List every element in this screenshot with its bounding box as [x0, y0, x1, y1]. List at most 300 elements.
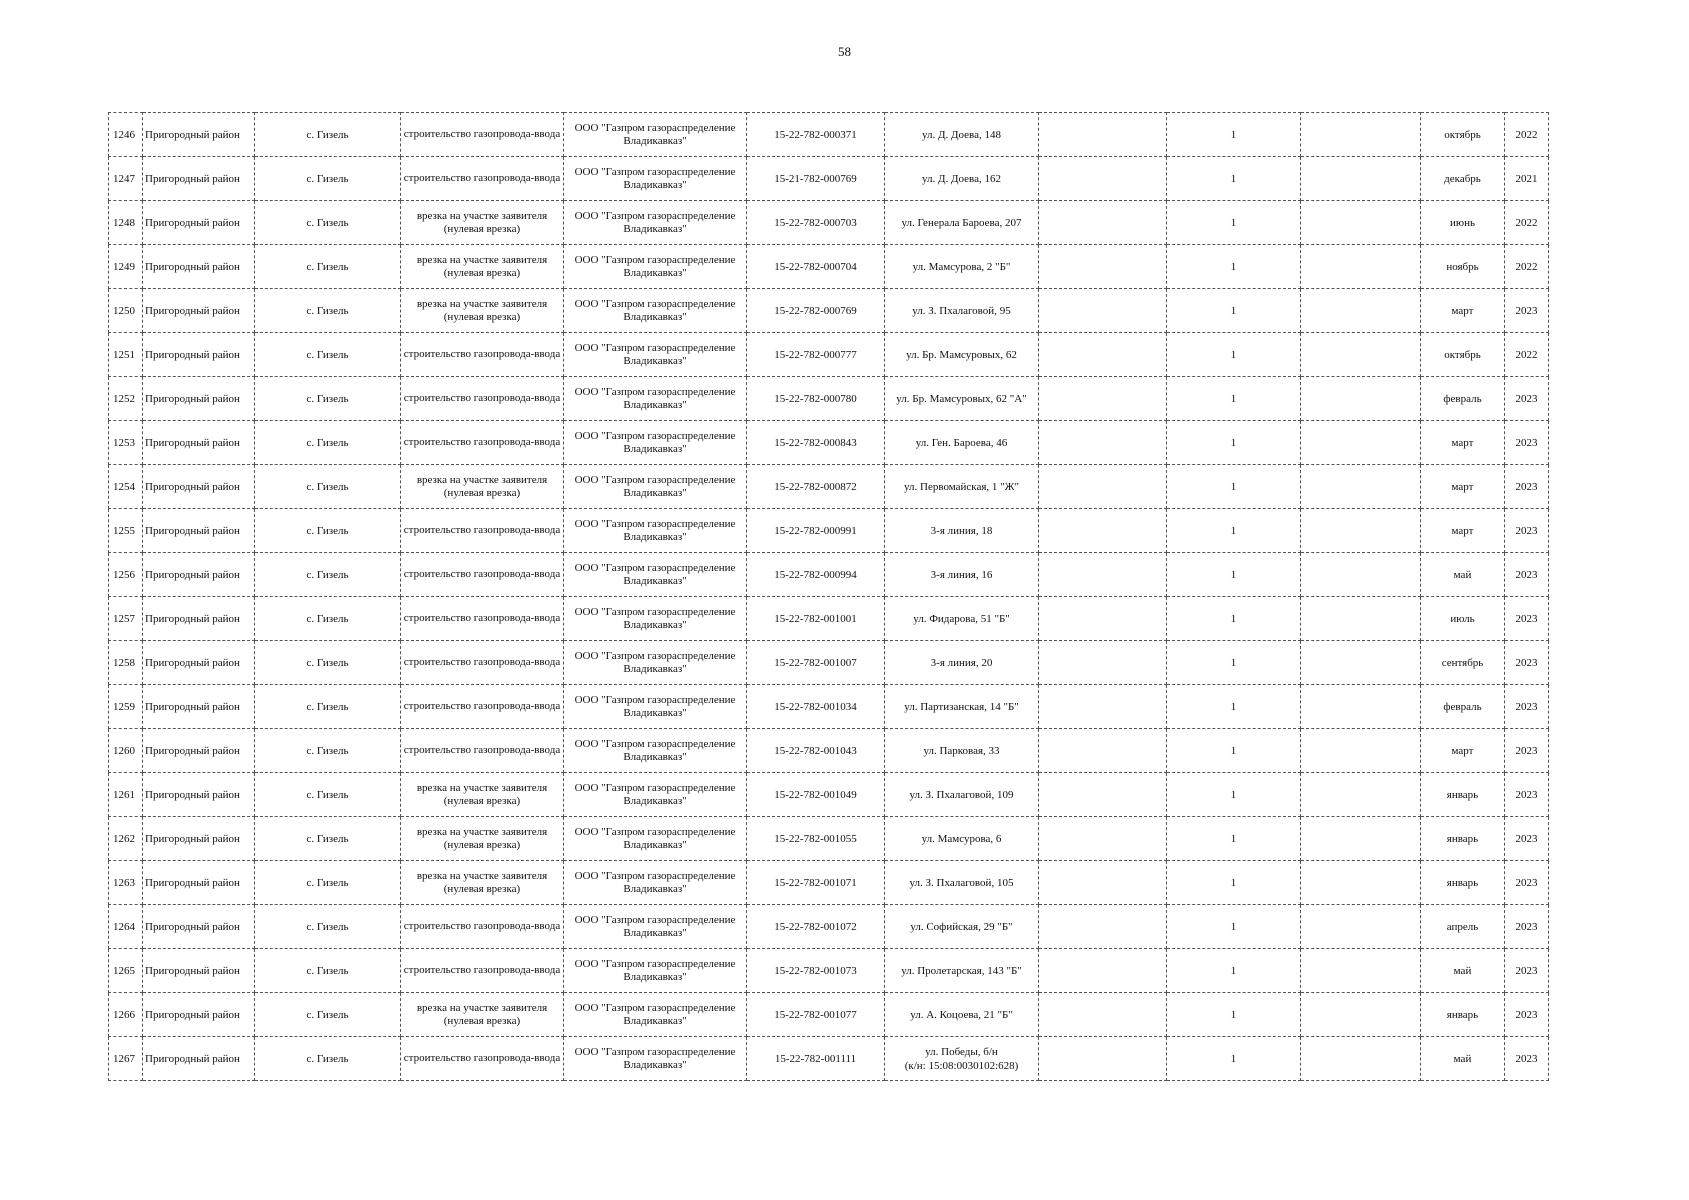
district-cell: Пригородный район: [143, 245, 255, 289]
month-cell: февраль: [1421, 685, 1505, 729]
month-cell: январь: [1421, 993, 1505, 1037]
locality-cell: с. Гизель: [255, 421, 401, 465]
address-line: ул. З. Пхалаговой, 105: [909, 876, 1014, 889]
address-line: ул. Д. Доева, 162: [922, 172, 1001, 185]
address-cell: [885, 201, 1039, 245]
work-type-cell: строительство газопровода-ввода: [401, 113, 564, 157]
empty-cell: [1301, 949, 1421, 993]
document-number-cell: 15-22-782-001077: [747, 993, 885, 1037]
work-type-cell: строительство газопровода-ввода: [401, 597, 564, 641]
address-cell: [885, 113, 1039, 157]
address-line: ул. Пролетарская, 143 "Б": [901, 964, 1022, 977]
district-cell: Пригородный район: [143, 465, 255, 509]
row-number: 1258: [109, 641, 143, 685]
year-cell: 2023: [1505, 861, 1549, 905]
empty-cell: [1039, 289, 1167, 333]
address-line: ул. Первомайская, 1 "Ж": [904, 480, 1019, 493]
empty-cell: [1301, 157, 1421, 201]
work-type-cell: врезка на участке заявителя (нулевая врезка): [401, 245, 564, 289]
district-cell: Пригородный район: [143, 773, 255, 817]
locality-cell: с. Гизель: [255, 729, 401, 773]
address-line: ул. Фидарова, 51 "Б": [913, 612, 1010, 625]
address-line: ул. Бр. Мамсуровых, 62: [906, 348, 1017, 361]
row-number: 1255: [109, 509, 143, 553]
quantity-cell: 1: [1167, 685, 1301, 729]
empty-cell: [1039, 949, 1167, 993]
work-type-cell: строительство газопровода-ввода: [401, 905, 564, 949]
empty-cell: [1039, 773, 1167, 817]
address-line: ул. Д. Доева, 148: [922, 128, 1001, 141]
year-cell: 2022: [1505, 333, 1549, 377]
row-number: 1248: [109, 201, 143, 245]
empty-cell: [1301, 993, 1421, 1037]
locality-cell: с. Гизель: [255, 773, 401, 817]
work-type-cell: врезка на участке заявителя (нулевая врезка): [401, 861, 564, 905]
work-type-cell: врезка на участке заявителя (нулевая врезка): [401, 817, 564, 861]
empty-cell: [1039, 641, 1167, 685]
empty-cell: [1039, 1037, 1167, 1081]
month-cell: май: [1421, 949, 1505, 993]
empty-cell: [1301, 553, 1421, 597]
organization-cell: ООО "Газпром газораспределение Владикавказ": [564, 729, 747, 773]
address-cell: [885, 289, 1039, 333]
table-row: [109, 1037, 1549, 1081]
year-cell: 2021: [1505, 157, 1549, 201]
locality-cell: с. Гизель: [255, 949, 401, 993]
district-cell: Пригородный район: [143, 905, 255, 949]
registry-table: [108, 112, 1549, 1081]
district-cell: Пригородный район: [143, 333, 255, 377]
locality-cell: с. Гизель: [255, 333, 401, 377]
document-number-cell: 15-22-782-001073: [747, 949, 885, 993]
month-cell: июль: [1421, 597, 1505, 641]
document-number-cell: 15-22-782-000872: [747, 465, 885, 509]
organization-cell: ООО "Газпром газораспределение Владикавказ": [564, 553, 747, 597]
empty-cell: [1039, 421, 1167, 465]
address-cell: [885, 861, 1039, 905]
month-cell: июнь: [1421, 201, 1505, 245]
organization-cell: ООО "Газпром газораспределение Владикавказ": [564, 289, 747, 333]
month-cell: март: [1421, 509, 1505, 553]
quantity-cell: 1: [1167, 333, 1301, 377]
locality-cell: с. Гизель: [255, 289, 401, 333]
quantity-cell: 1: [1167, 861, 1301, 905]
work-type-cell: строительство газопровода-ввода: [401, 377, 564, 421]
empty-cell: [1301, 421, 1421, 465]
row-number: 1262: [109, 817, 143, 861]
empty-cell: [1301, 333, 1421, 377]
locality-cell: с. Гизель: [255, 905, 401, 949]
empty-cell: [1039, 377, 1167, 421]
document-number-cell: 15-22-782-001001: [747, 597, 885, 641]
row-number: 1251: [109, 333, 143, 377]
year-cell: 2023: [1505, 949, 1549, 993]
table-row: [109, 377, 1549, 421]
address-cell: [885, 553, 1039, 597]
row-number: 1264: [109, 905, 143, 949]
address-line: ул. З. Пхалаговой, 109: [909, 788, 1014, 801]
row-number: 1254: [109, 465, 143, 509]
work-type-cell: врезка на участке заявителя (нулевая врезка): [401, 201, 564, 245]
year-cell: 2023: [1505, 553, 1549, 597]
address-line: 3-я линия, 20: [930, 656, 993, 669]
district-cell: Пригородный район: [143, 421, 255, 465]
year-cell: 2023: [1505, 817, 1549, 861]
table-row: [109, 993, 1549, 1037]
district-cell: Пригородный район: [143, 949, 255, 993]
address-line: ул. А. Коцоева, 21 "Б": [910, 1008, 1013, 1021]
organization-cell: ООО "Газпром газораспределение Владикавказ": [564, 685, 747, 729]
row-number: 1261: [109, 773, 143, 817]
table-row: [109, 773, 1549, 817]
row-number: 1267: [109, 1037, 143, 1081]
month-cell: ноябрь: [1421, 245, 1505, 289]
empty-cell: [1301, 685, 1421, 729]
table-row: [109, 641, 1549, 685]
quantity-cell: 1: [1167, 113, 1301, 157]
table-row: [109, 861, 1549, 905]
row-number: 1259: [109, 685, 143, 729]
year-cell: 2023: [1505, 289, 1549, 333]
empty-cell: [1301, 245, 1421, 289]
organization-cell: ООО "Газпром газораспределение Владикавказ": [564, 421, 747, 465]
month-cell: январь: [1421, 817, 1505, 861]
address-cell: [885, 993, 1039, 1037]
year-cell: 2023: [1505, 377, 1549, 421]
row-number: 1257: [109, 597, 143, 641]
empty-cell: [1301, 465, 1421, 509]
district-cell: Пригородный район: [143, 113, 255, 157]
month-cell: март: [1421, 289, 1505, 333]
empty-cell: [1039, 113, 1167, 157]
table-row: [109, 905, 1549, 949]
district-cell: Пригородный район: [143, 1037, 255, 1081]
row-number: 1263: [109, 861, 143, 905]
table-row: [109, 421, 1549, 465]
address-cell: [885, 465, 1039, 509]
address-cell: [885, 421, 1039, 465]
quantity-cell: 1: [1167, 817, 1301, 861]
document-number-cell: 15-22-782-001071: [747, 861, 885, 905]
month-cell: май: [1421, 1037, 1505, 1081]
document-number-cell: 15-22-782-000780: [747, 377, 885, 421]
year-cell: 2022: [1505, 201, 1549, 245]
table-row: [109, 949, 1549, 993]
organization-cell: ООО "Газпром газораспределение Владикавказ": [564, 817, 747, 861]
document-number-cell: 15-22-782-001043: [747, 729, 885, 773]
month-cell: май: [1421, 553, 1505, 597]
year-cell: 2023: [1505, 597, 1549, 641]
row-number: 1249: [109, 245, 143, 289]
address-cell: [885, 685, 1039, 729]
quantity-cell: 1: [1167, 157, 1301, 201]
district-cell: Пригородный район: [143, 201, 255, 245]
empty-cell: [1039, 201, 1167, 245]
table-row: [109, 597, 1549, 641]
district-cell: Пригородный район: [143, 817, 255, 861]
organization-cell: ООО "Газпром газораспределение Владикавказ": [564, 993, 747, 1037]
work-type-cell: строительство газопровода-ввода: [401, 949, 564, 993]
year-cell: 2023: [1505, 509, 1549, 553]
empty-cell: [1301, 729, 1421, 773]
document-number-cell: 15-22-782-000994: [747, 553, 885, 597]
row-number: 1246: [109, 113, 143, 157]
address-cell: [885, 641, 1039, 685]
document-number-cell: 15-22-782-000991: [747, 509, 885, 553]
document-number-cell: 15-22-782-000777: [747, 333, 885, 377]
work-type-cell: строительство газопровода-ввода: [401, 729, 564, 773]
organization-cell: ООО "Газпром газораспределение Владикавказ": [564, 465, 747, 509]
month-cell: сентябрь: [1421, 641, 1505, 685]
work-type-cell: строительство газопровода-ввода: [401, 421, 564, 465]
month-cell: январь: [1421, 861, 1505, 905]
quantity-cell: 1: [1167, 377, 1301, 421]
document-number-cell: 15-22-782-001034: [747, 685, 885, 729]
work-type-cell: строительство газопровода-ввода: [401, 157, 564, 201]
empty-cell: [1301, 1037, 1421, 1081]
quantity-cell: 1: [1167, 289, 1301, 333]
year-cell: 2023: [1505, 421, 1549, 465]
locality-cell: с. Гизель: [255, 993, 401, 1037]
organization-cell: ООО "Газпром газораспределение Владикавказ": [564, 113, 747, 157]
empty-cell: [1039, 333, 1167, 377]
work-type-cell: строительство газопровода-ввода: [401, 553, 564, 597]
registry-body: [109, 113, 1549, 1081]
table-row: [109, 333, 1549, 377]
row-number: 1256: [109, 553, 143, 597]
organization-cell: ООО "Газпром газораспределение Владикавказ": [564, 949, 747, 993]
empty-cell: [1301, 641, 1421, 685]
empty-cell: [1039, 245, 1167, 289]
organization-cell: ООО "Газпром газораспределение Владикавказ": [564, 509, 747, 553]
locality-cell: с. Гизель: [255, 861, 401, 905]
month-cell: март: [1421, 729, 1505, 773]
address-cell: [885, 729, 1039, 773]
organization-cell: ООО "Газпром газораспределение Владикавказ": [564, 905, 747, 949]
empty-cell: [1039, 509, 1167, 553]
organization-cell: ООО "Газпром газораспределение Владикавказ": [564, 597, 747, 641]
quantity-cell: 1: [1167, 201, 1301, 245]
table-row: [109, 245, 1549, 289]
quantity-cell: 1: [1167, 553, 1301, 597]
empty-cell: [1301, 773, 1421, 817]
address-line: ул. Мамсурова, 2 "Б": [912, 260, 1011, 273]
year-cell: 2023: [1505, 773, 1549, 817]
month-cell: октябрь: [1421, 113, 1505, 157]
district-cell: Пригородный район: [143, 729, 255, 773]
table-row: [109, 509, 1549, 553]
row-number: 1265: [109, 949, 143, 993]
table-row: [109, 465, 1549, 509]
document-number-cell: 15-22-782-000704: [747, 245, 885, 289]
address-line: ул. З. Пхалаговой, 95: [912, 304, 1011, 317]
quantity-cell: 1: [1167, 905, 1301, 949]
document-number-cell: 15-22-782-001111: [747, 1037, 885, 1081]
address-cell: [885, 509, 1039, 553]
locality-cell: с. Гизель: [255, 201, 401, 245]
quantity-cell: 1: [1167, 641, 1301, 685]
quantity-cell: 1: [1167, 949, 1301, 993]
district-cell: Пригородный район: [143, 993, 255, 1037]
locality-cell: с. Гизель: [255, 377, 401, 421]
month-cell: март: [1421, 465, 1505, 509]
work-type-cell: строительство газопровода-ввода: [401, 685, 564, 729]
address-line: ул. Генерала Бароева, 207: [901, 216, 1022, 229]
quantity-cell: 1: [1167, 773, 1301, 817]
quantity-cell: 1: [1167, 245, 1301, 289]
month-cell: октябрь: [1421, 333, 1505, 377]
address-line: ул. Софийская, 29 "Б": [910, 920, 1013, 933]
work-type-cell: врезка на участке заявителя (нулевая врезка): [401, 773, 564, 817]
year-cell: 2022: [1505, 113, 1549, 157]
district-cell: Пригородный район: [143, 685, 255, 729]
quantity-cell: 1: [1167, 1037, 1301, 1081]
month-cell: март: [1421, 421, 1505, 465]
address-cell: [885, 949, 1039, 993]
locality-cell: с. Гизель: [255, 465, 401, 509]
empty-cell: [1039, 597, 1167, 641]
address-line: ул. Парковая, 33: [923, 744, 1000, 757]
work-type-cell: строительство газопровода-ввода: [401, 333, 564, 377]
year-cell: 2022: [1505, 245, 1549, 289]
district-cell: Пригородный район: [143, 597, 255, 641]
quantity-cell: 1: [1167, 421, 1301, 465]
address-cell: [885, 245, 1039, 289]
address-line: ул. Партизанская, 14 "Б": [904, 700, 1019, 713]
address-line: 3-я линия, 16: [930, 568, 993, 581]
cadastral-number: (к/н: 15:08:0030102:628): [904, 1059, 1019, 1072]
row-number: 1252: [109, 377, 143, 421]
address-line: 3-я линия, 18: [930, 524, 993, 537]
empty-cell: [1301, 861, 1421, 905]
address-line: ул. Бр. Мамсуровых, 62 "А": [896, 392, 1027, 405]
address-cell: [885, 905, 1039, 949]
locality-cell: с. Гизель: [255, 509, 401, 553]
document-number-cell: 15-22-782-001007: [747, 641, 885, 685]
organization-cell: ООО "Газпром газораспределение Владикавказ": [564, 641, 747, 685]
year-cell: 2023: [1505, 729, 1549, 773]
document-number-cell: 15-22-782-000843: [747, 421, 885, 465]
quantity-cell: 1: [1167, 509, 1301, 553]
year-cell: 2023: [1505, 1037, 1549, 1081]
row-number: 1247: [109, 157, 143, 201]
month-cell: февраль: [1421, 377, 1505, 421]
work-type-cell: строительство газопровода-ввода: [401, 1037, 564, 1081]
organization-cell: ООО "Газпром газораспределение Владикавказ": [564, 861, 747, 905]
address-cell: [885, 377, 1039, 421]
locality-cell: с. Гизель: [255, 245, 401, 289]
table-row: [109, 113, 1549, 157]
district-cell: Пригородный район: [143, 553, 255, 597]
quantity-cell: 1: [1167, 729, 1301, 773]
organization-cell: ООО "Газпром газораспределение Владикавказ": [564, 333, 747, 377]
table-row: [109, 685, 1549, 729]
address-cell: [885, 597, 1039, 641]
year-cell: 2023: [1505, 993, 1549, 1037]
work-type-cell: врезка на участке заявителя (нулевая врезка): [401, 289, 564, 333]
address-cell: [885, 1037, 1039, 1081]
organization-cell: ООО "Газпром газораспределение Владикавказ": [564, 773, 747, 817]
locality-cell: с. Гизель: [255, 597, 401, 641]
empty-cell: [1301, 905, 1421, 949]
empty-cell: [1039, 553, 1167, 597]
address-line: ул. Победы, б/н: [925, 1045, 998, 1058]
address-line: ул. Мамсурова, 6: [921, 832, 1002, 845]
table-row: [109, 553, 1549, 597]
document-number-cell: 15-22-782-001049: [747, 773, 885, 817]
work-type-cell: врезка на участке заявителя (нулевая врезка): [401, 993, 564, 1037]
organization-cell: ООО "Газпром газораспределение Владикавказ": [564, 201, 747, 245]
district-cell: Пригородный район: [143, 641, 255, 685]
document-number-cell: 15-22-782-001055: [747, 817, 885, 861]
row-number: 1266: [109, 993, 143, 1037]
empty-cell: [1301, 509, 1421, 553]
empty-cell: [1039, 817, 1167, 861]
empty-cell: [1039, 465, 1167, 509]
row-number: 1253: [109, 421, 143, 465]
organization-cell: ООО "Газпром газораспределение Владикавказ": [564, 377, 747, 421]
organization-cell: ООО "Газпром газораспределение Владикавказ": [564, 157, 747, 201]
document-number-cell: 15-22-782-000371: [747, 113, 885, 157]
month-cell: апрель: [1421, 905, 1505, 949]
table-row: [109, 729, 1549, 773]
year-cell: 2023: [1505, 465, 1549, 509]
empty-cell: [1301, 289, 1421, 333]
quantity-cell: 1: [1167, 993, 1301, 1037]
quantity-cell: 1: [1167, 465, 1301, 509]
organization-cell: ООО "Газпром газораспределение Владикавказ": [564, 245, 747, 289]
table-row: [109, 289, 1549, 333]
work-type-cell: строительство газопровода-ввода: [401, 641, 564, 685]
empty-cell: [1301, 377, 1421, 421]
empty-cell: [1039, 729, 1167, 773]
row-number: 1260: [109, 729, 143, 773]
quantity-cell: 1: [1167, 597, 1301, 641]
month-cell: январь: [1421, 773, 1505, 817]
empty-cell: [1039, 905, 1167, 949]
empty-cell: [1039, 993, 1167, 1037]
address-cell: [885, 333, 1039, 377]
work-type-cell: строительство газопровода-ввода: [401, 509, 564, 553]
table-row: [109, 201, 1549, 245]
document-number-cell: 15-21-782-000769: [747, 157, 885, 201]
document-number-cell: 15-22-782-000703: [747, 201, 885, 245]
locality-cell: с. Гизель: [255, 157, 401, 201]
locality-cell: с. Гизель: [255, 113, 401, 157]
locality-cell: с. Гизель: [255, 641, 401, 685]
work-type-cell: врезка на участке заявителя (нулевая врезка): [401, 465, 564, 509]
month-cell: декабрь: [1421, 157, 1505, 201]
year-cell: 2023: [1505, 905, 1549, 949]
address-cell: [885, 817, 1039, 861]
district-cell: Пригородный район: [143, 377, 255, 421]
empty-cell: [1301, 113, 1421, 157]
empty-cell: [1301, 817, 1421, 861]
organization-cell: ООО "Газпром газораспределение Владикавказ": [564, 1037, 747, 1081]
locality-cell: с. Гизель: [255, 817, 401, 861]
district-cell: Пригородный район: [143, 509, 255, 553]
year-cell: 2023: [1505, 685, 1549, 729]
address-cell: [885, 157, 1039, 201]
empty-cell: [1301, 597, 1421, 641]
year-cell: 2023: [1505, 641, 1549, 685]
document-number-cell: 15-22-782-000769: [747, 289, 885, 333]
table-row: [109, 817, 1549, 861]
locality-cell: с. Гизель: [255, 1037, 401, 1081]
empty-cell: [1039, 157, 1167, 201]
address-line: ул. Ген. Бароева, 46: [915, 436, 1008, 449]
page-number: 58: [838, 44, 851, 59]
